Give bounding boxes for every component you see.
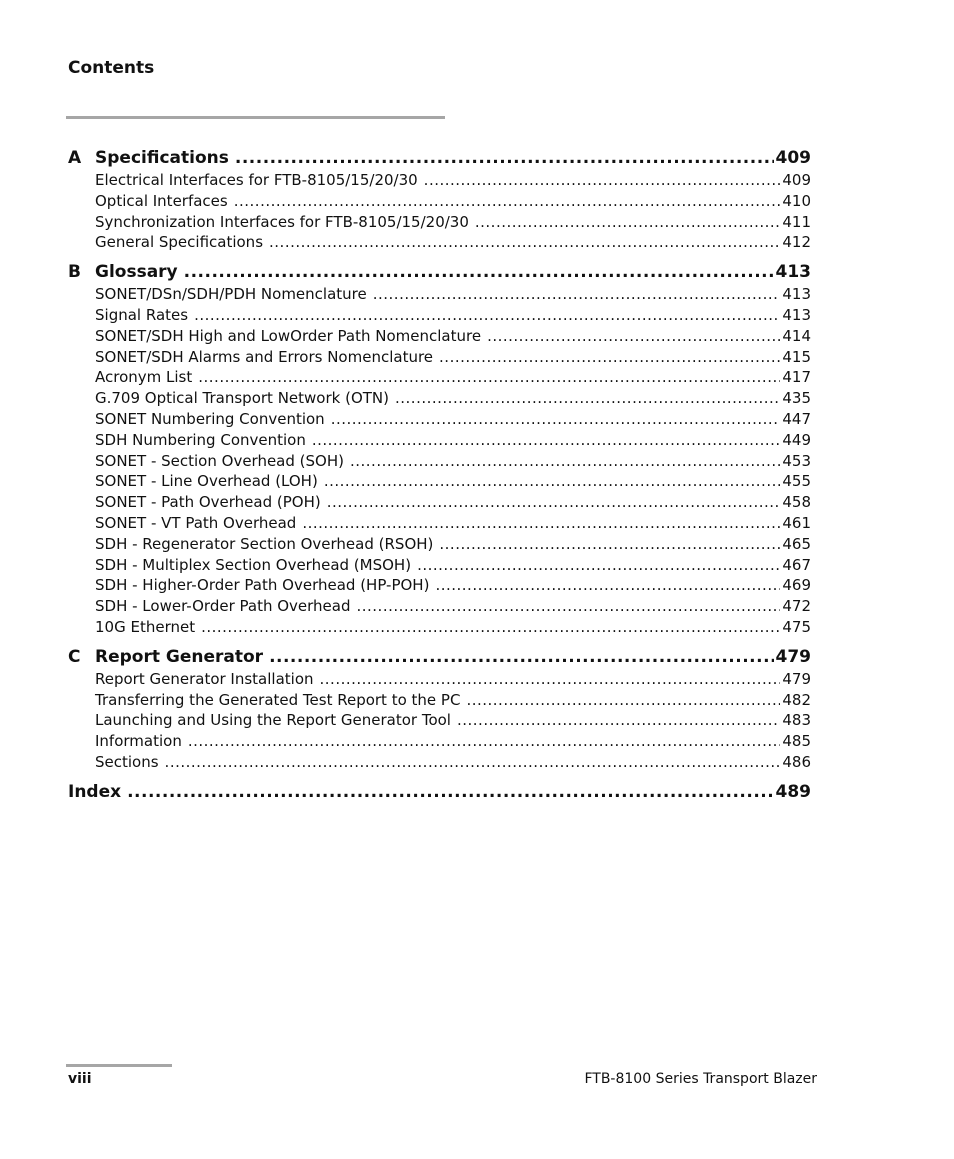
toc-entry-title: 10G Ethernet xyxy=(95,617,196,636)
toc-entry-title: SONET Numbering Convention xyxy=(95,409,325,428)
toc-entry-row[interactable] xyxy=(68,669,811,690)
toc-entry-title: SDH - Higher-Order Path Overhead (HP-POH) xyxy=(95,576,430,595)
toc-entry-row[interactable] xyxy=(68,388,811,409)
dot-leader xyxy=(188,731,781,752)
dot-leader xyxy=(439,347,780,368)
toc-entry-title: Signal Rates xyxy=(95,305,189,324)
toc-chapter-page: 489 xyxy=(775,781,811,802)
toc-entry-row[interactable] xyxy=(68,191,811,212)
dot-leader xyxy=(194,305,780,326)
toc-entry-page: 467 xyxy=(782,555,811,574)
toc-entry-row[interactable] xyxy=(68,430,811,451)
toc-entry-row[interactable] xyxy=(68,731,811,752)
toc-entry-row[interactable] xyxy=(68,367,811,388)
dot-leader xyxy=(184,260,774,284)
toc-chapter-row[interactable] xyxy=(68,260,811,284)
dot-leader xyxy=(235,146,774,170)
toc-entry-title: Acronym List xyxy=(95,368,193,387)
dot-leader xyxy=(331,409,781,430)
toc-chapter-letter: C xyxy=(68,646,81,667)
toc-entry-page: 482 xyxy=(782,690,811,709)
toc-entry-title: Transferring the Generated Test Report to the PC xyxy=(95,690,461,709)
toc-entry-page: 483 xyxy=(782,711,811,730)
dot-leader xyxy=(302,513,780,534)
header-divider xyxy=(66,116,445,119)
dot-leader xyxy=(439,534,780,555)
toc-entry-page: 415 xyxy=(782,347,811,366)
dot-leader xyxy=(350,451,780,472)
toc-entry-row[interactable] xyxy=(68,451,811,472)
toc-entry-page: 410 xyxy=(782,191,811,210)
toc-entry-row[interactable] xyxy=(68,575,811,596)
toc-chapter-row[interactable] xyxy=(68,645,811,669)
toc-entry-title: Information xyxy=(95,732,182,751)
toc-entry-title: SONET/DSn/SDH/PDH Nomenclature xyxy=(95,285,367,304)
toc-entry-page: 413 xyxy=(782,285,811,304)
toc-entry-title: SDH - Multiplex Section Overhead (MSOH) xyxy=(95,555,412,574)
toc-entry-page: 455 xyxy=(782,472,811,491)
dot-leader xyxy=(475,212,780,233)
toc-entry-title: SONET - Path Overhead (POH) xyxy=(95,493,321,512)
toc-entry-page: 475 xyxy=(782,617,811,636)
toc-entry-page: 447 xyxy=(782,409,811,428)
toc-entry-title: Electrical Interfaces for FTB-8105/15/20/30 xyxy=(95,171,418,189)
toc-entry-row[interactable] xyxy=(68,170,811,191)
toc-entry-page: 413 xyxy=(782,305,811,324)
toc-entry-row[interactable] xyxy=(68,347,811,368)
footer-page-number: viii xyxy=(68,1071,92,1087)
toc-entry-page: 461 xyxy=(782,513,811,532)
dot-leader xyxy=(466,690,780,711)
toc-entry-title: SDH - Regenerator Section Overhead (RSOH) xyxy=(95,534,434,553)
toc-entry-row[interactable] xyxy=(68,752,811,773)
toc-entry-page: 458 xyxy=(782,493,811,512)
toc-entry-page: 453 xyxy=(782,451,811,470)
toc-chapter-page: 479 xyxy=(775,646,811,667)
table-of-contents xyxy=(68,146,811,804)
toc-entry-title: G.709 Optical Transport Network (OTN) xyxy=(95,389,389,408)
footer-divider xyxy=(66,1064,172,1067)
toc-chapter-title: Report Generator xyxy=(95,646,264,667)
page-title: Contents xyxy=(68,58,155,78)
dot-leader xyxy=(327,492,781,513)
dot-leader xyxy=(234,191,781,212)
toc-entry-row[interactable] xyxy=(68,212,811,233)
toc-entry-title: SDH - Lower-Order Path Overhead xyxy=(95,597,351,616)
toc-entry-page: 412 xyxy=(782,233,811,252)
toc-chapter-title: Specifications xyxy=(95,148,229,168)
toc-entry-title: Launching and Using the Report Generator Tool xyxy=(95,711,451,730)
toc-entry-row[interactable] xyxy=(68,710,811,731)
toc-entry-title: Optical Interfaces xyxy=(95,191,228,210)
toc-entry-row[interactable] xyxy=(68,690,811,711)
toc-entry-page: 417 xyxy=(782,368,811,387)
dot-leader xyxy=(356,596,780,617)
toc-entry-row[interactable] xyxy=(68,409,811,430)
toc-entry-row[interactable] xyxy=(68,555,811,576)
dot-leader xyxy=(127,780,773,804)
toc-chapter-letter: A xyxy=(68,148,82,168)
toc-chapter-page: 409 xyxy=(775,148,811,168)
toc-entry-page: 411 xyxy=(782,212,811,231)
toc-entry-row[interactable] xyxy=(68,305,811,326)
dot-leader xyxy=(395,388,780,409)
toc-entry-title: SONET - Line Overhead (LOH) xyxy=(95,472,318,491)
toc-entry-row[interactable] xyxy=(68,534,811,555)
toc-entry-title: Sections xyxy=(95,752,159,771)
dot-leader xyxy=(201,617,780,638)
dot-leader xyxy=(487,326,780,347)
dot-leader xyxy=(320,669,781,690)
dot-leader xyxy=(269,645,773,669)
toc-chapter-title: Index xyxy=(68,781,122,802)
toc-entry-page: 409 xyxy=(782,171,811,189)
toc-entry-title: Synchronization Interfaces for FTB-8105/15/20/30 xyxy=(95,212,469,231)
toc-entry-page: 465 xyxy=(782,534,811,553)
toc-entry-page: 479 xyxy=(782,669,811,688)
toc-entry-row[interactable] xyxy=(68,471,811,492)
toc-entry-page: 435 xyxy=(782,389,811,408)
dot-leader xyxy=(424,170,781,191)
toc-entry-title: Report Generator Installation xyxy=(95,669,314,688)
toc-entry-title: SONET - Section Overhead (SOH) xyxy=(95,451,344,470)
toc-chapter-title: Glossary xyxy=(95,262,178,283)
toc-chapter-row[interactable] xyxy=(68,146,811,170)
toc-entry-row[interactable] xyxy=(68,492,811,513)
toc-entry-row[interactable] xyxy=(68,513,811,534)
toc-entry-title: SDH Numbering Convention xyxy=(95,430,306,449)
toc-entry-title: SONET - VT Path Overhead xyxy=(95,513,297,532)
toc-entry-row[interactable] xyxy=(68,617,811,638)
toc-entry-page: 414 xyxy=(782,326,811,345)
toc-chapter-page: 413 xyxy=(775,262,811,283)
dot-leader xyxy=(457,710,780,731)
toc-entry-row[interactable] xyxy=(68,596,811,617)
toc-entry-page: 449 xyxy=(782,430,811,449)
toc-chapter-row[interactable] xyxy=(68,780,811,804)
dot-leader xyxy=(269,232,780,253)
dot-leader xyxy=(198,367,780,388)
toc-entry-title: SONET/SDH Alarms and Errors Nomenclature xyxy=(95,347,434,366)
footer-product-title: FTB-8100 Series Transport Blazer xyxy=(584,1071,817,1087)
toc-entry-row[interactable] xyxy=(68,232,811,253)
dot-leader xyxy=(373,284,781,305)
dot-leader xyxy=(435,575,780,596)
dot-leader xyxy=(165,752,781,773)
dot-leader xyxy=(417,555,780,576)
toc-entry-row[interactable] xyxy=(68,326,811,347)
dot-leader xyxy=(324,471,781,492)
toc-entry-page: 469 xyxy=(782,576,811,595)
toc-entry-title: General Specifications xyxy=(95,233,264,252)
toc-chapter-letter: B xyxy=(68,262,81,283)
toc-entry-row[interactable] xyxy=(68,284,811,305)
toc-entry-title: SONET/SDH High and LowOrder Path Nomenclature xyxy=(95,326,482,345)
dot-leader xyxy=(312,430,781,451)
toc-entry-page: 472 xyxy=(782,597,811,616)
toc-entry-page: 485 xyxy=(782,732,811,751)
toc-entry-page: 486 xyxy=(782,752,811,771)
